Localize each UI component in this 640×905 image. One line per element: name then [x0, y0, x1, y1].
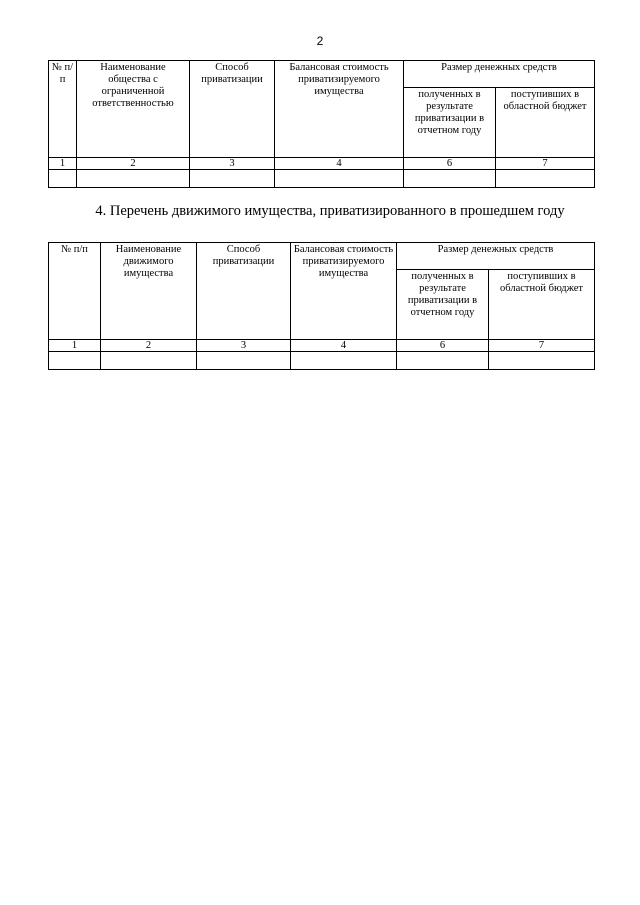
header-property-name: Наименование движимого имущества	[101, 243, 197, 340]
header-balance-value: Балансовая стоимость приватизируемого имущества	[291, 243, 397, 340]
empty-cell	[190, 170, 275, 188]
column-number-cell: 3	[190, 158, 275, 170]
empty-cell	[404, 170, 496, 188]
empty-cell	[77, 170, 190, 188]
table-row	[49, 352, 595, 370]
section-4-title: 4. Перечень движимого имущества, приватизированного в прошедшем году	[95, 203, 565, 219]
column-number-cell: 3	[197, 340, 291, 352]
header-number: № п/п	[49, 61, 77, 158]
table-row	[49, 170, 595, 188]
empty-cell	[397, 352, 489, 370]
header-funds-to-budget: поступивших в областной бюджет	[489, 270, 595, 340]
empty-cell	[275, 170, 404, 188]
header-balance-value: Балансовая стоимость приватизируемого имущества	[275, 61, 404, 158]
empty-cell	[291, 352, 397, 370]
column-number-cell: 1	[49, 158, 77, 170]
header-privatization-method: Способ приватизации	[190, 61, 275, 158]
column-number-cell: 1	[49, 340, 101, 352]
column-number-cell: 2	[101, 340, 197, 352]
empty-cell	[101, 352, 197, 370]
empty-cell	[496, 170, 595, 188]
privatization-movable-property-table	[48, 242, 595, 370]
page-number: 2	[316, 34, 324, 48]
column-number-cell: 6	[404, 158, 496, 170]
column-number-cell: 7	[496, 158, 595, 170]
column-number-cell: 2	[77, 158, 190, 170]
empty-cell	[197, 352, 291, 370]
column-number-cell: 6	[397, 340, 489, 352]
header-number: № п/п	[49, 243, 101, 340]
empty-cell	[49, 352, 101, 370]
header-funds-amount: Размер денежных средств	[397, 243, 595, 270]
column-number-cell: 7	[489, 340, 595, 352]
privatization-llc-table	[48, 60, 595, 188]
header-funds-to-budget: поступивших в областной бюджет	[496, 88, 595, 158]
header-funds-received: полученных в результате приватизации в отчетном году	[397, 270, 489, 340]
header-company-name: Наименование общества с ограниченной ответственностью	[77, 61, 190, 158]
column-number-cell: 4	[275, 158, 404, 170]
column-number-cell: 4	[291, 340, 397, 352]
empty-cell	[49, 170, 77, 188]
header-privatization-method: Способ приватизации	[197, 243, 291, 340]
header-funds-amount: Размер денежных средств	[404, 61, 595, 88]
empty-cell	[489, 352, 595, 370]
header-funds-received: полученных в результате приватизации в отчетном году	[404, 88, 496, 158]
